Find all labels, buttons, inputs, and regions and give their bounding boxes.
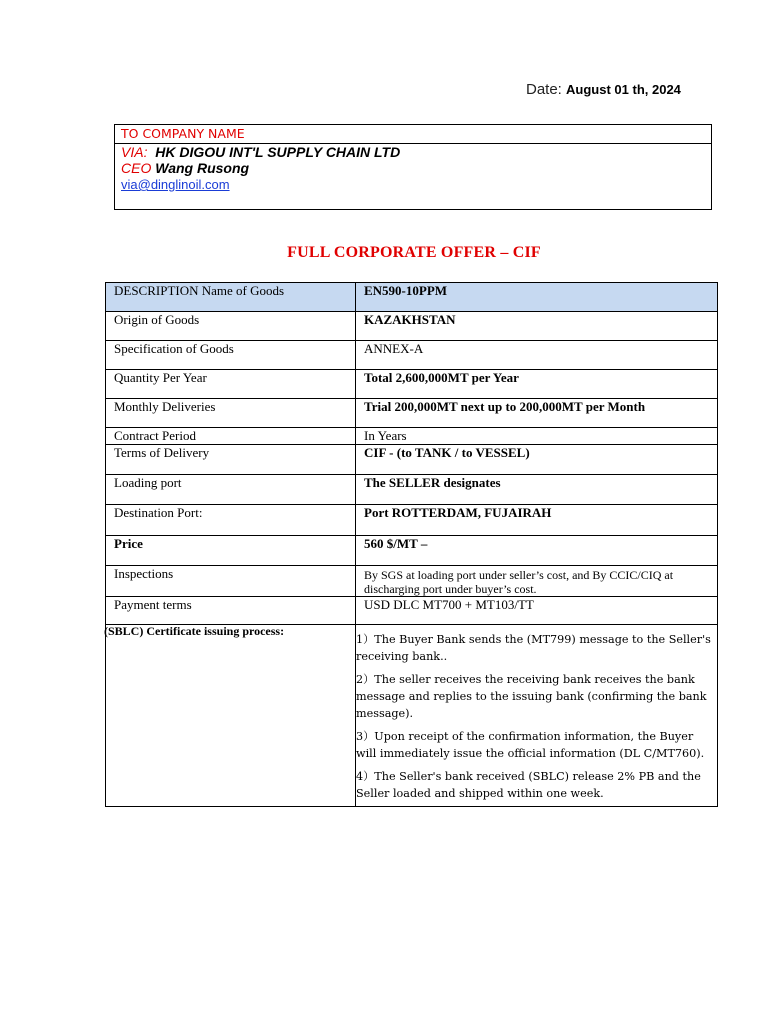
row-label: Origin of Goods [106, 312, 356, 341]
row-label: DESCRIPTION Name of Goods [106, 283, 356, 312]
row-value: In Years [356, 428, 718, 445]
email-link[interactable]: via@dinglinoil.com [121, 177, 230, 192]
sblc-label: (SBLC) Certificate issuing process: [104, 624, 285, 638]
table-row [106, 283, 718, 312]
row-label: Inspections [106, 566, 356, 597]
recipient-heading: TO COMPANY NAME [115, 125, 711, 144]
row-label: Payment terms [106, 597, 356, 625]
sblc-step: 4）The Seller's bank received (SBLC) release 2% PB and the Seller loaded and shipped within one week. [356, 770, 701, 800]
row-value: Trial 200,000MT next up to 200,000MT per Month [356, 399, 718, 428]
row-value: Port ROTTERDAM, FUJAIRAH [356, 505, 718, 536]
row-value: USD DLC MT700 + MT103/TT [356, 597, 718, 625]
date-label: Date: [526, 81, 562, 98]
table-row [106, 399, 718, 428]
table-row [106, 475, 718, 505]
row-value: 560 $/MT – [356, 536, 718, 566]
sblc-steps [356, 625, 718, 807]
row-value: Total 2,600,000MT per Year [356, 370, 718, 399]
row-value: KAZAKHSTAN [356, 312, 718, 341]
offer-title: FULL CORPORATE OFFER – CIF [287, 244, 541, 261]
row-label: Loading port [106, 475, 356, 505]
sblc-step: 3）Upon receipt of the confirmation information, the Buyer will immediately issue the official information (DL C/MT760). [356, 730, 705, 760]
table-row [106, 428, 718, 445]
email-line [115, 176, 711, 193]
date-year: 24 [666, 82, 681, 97]
row-label: Specification of Goods [106, 341, 356, 370]
via-label: VIA [121, 144, 144, 160]
row-label: Monthly Deliveries [106, 399, 356, 428]
sblc-step: 1）The Buyer Bank sends the (MT799) message to the Seller's receiving bank.. [356, 633, 711, 663]
date-value: August 01 th, 20 [566, 82, 667, 97]
table-row [106, 312, 718, 341]
via-company: HK DIGOU INT'L SUPPLY CHAIN LTD [155, 144, 401, 160]
ceo-label: CEO [121, 160, 152, 176]
table-row [106, 597, 718, 625]
sblc-cell [106, 625, 356, 807]
ceo-line [115, 160, 711, 176]
table-row [106, 370, 718, 399]
via-separator: : [143, 144, 148, 160]
row-value: CIF - (to TANK / to VESSEL) [356, 445, 718, 475]
table-row [106, 536, 718, 566]
ceo-name: Wang Rusong [155, 160, 250, 176]
date-line [526, 81, 681, 98]
row-label: Price [106, 536, 356, 566]
table-row [106, 505, 718, 536]
table-row-sblc [106, 625, 718, 807]
row-label: Destination Port: [106, 505, 356, 536]
row-value: EN590-10PPM [356, 283, 718, 312]
row-value: By SGS at loading port under seller’s cost, and By CCIC/CIQ at discharging port under buyer’s cost. [356, 566, 718, 597]
row-label: Terms of Delivery [106, 445, 356, 475]
via-line [115, 144, 711, 160]
row-label: Quantity Per Year [106, 370, 356, 399]
recipient-box [114, 124, 712, 210]
table-row [106, 341, 718, 370]
table-row [106, 445, 718, 475]
table-row [106, 566, 718, 597]
row-label: Contract Period [106, 428, 356, 445]
sblc-step: 2）The seller receives the receiving bank receives the bank message and replies to the issuing bank (confirming the bank message). [356, 673, 707, 720]
offer-table [105, 282, 718, 807]
row-value: The SELLER designates [356, 475, 718, 505]
row-value: ANNEX-A [356, 341, 718, 370]
